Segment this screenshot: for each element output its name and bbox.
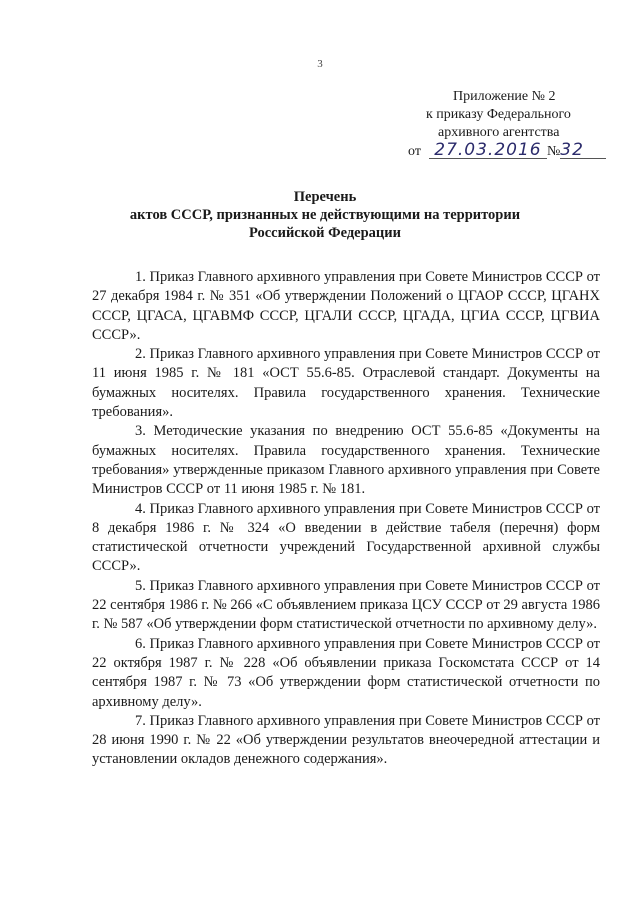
list-item: 7. Приказ Главного архивного управления при Совете Министров СССР от 28 июня 1990 г. № 22 «Об утверждении результатов внеочередной аттестации и установлении окладов денежного содержания».	[92, 712, 600, 768]
list-item: 5. Приказ Главного архивного управления при Совете Министров СССР от 22 сентября 1986 г. № 266 «С объявлением приказа ЦСУ СССР от 29 августа 1986 г. № 587 «Об утверждении форм статистической отчетности по архивному делу».	[92, 577, 600, 633]
appendix-date-line	[408, 142, 608, 161]
list-item: 2. Приказ Главного архивного управления при Совете Министров СССР от 11 июня 1985 г. № 181 «ОСТ 55.6-85. Отраслевой стандарт. Документы на бумажных носителях. Правила государственного хранения. Технические требования».	[92, 346, 600, 421]
appendix-agency: архивного агентства	[438, 125, 560, 140]
title-line-3: Российской Федерации	[248, 225, 401, 241]
appendix-title: Приложение № 2	[453, 89, 556, 104]
list-item: 4. Приказ Главного архивного управления при Совете Министров СССР от 8 декабря 1986 г. № 324 «О введении в действие табеля (перечня) форм статистической отчетности учреждений Государственной архивной службы СССР».	[92, 500, 600, 575]
title-line-1: Перечень	[293, 189, 357, 205]
handwritten-number: 32	[560, 142, 606, 159]
list-item: 1. Приказ Главного архивного управления при Совете Министров СССР от 27 декабря 1984 г. № 351 «Об утверждении Положений о ЦГАОР СССР, ЦГАНХ СССР, ЦГАСА, ЦГАВМФ СССР, ЦГАЛИ СССР, ЦГАДА, ЦГИА СССР, ЦГВИА СССР».	[92, 269, 600, 343]
handwritten-date: 27.03.2016	[429, 142, 547, 159]
appendix-order-ref: к приказу Федерального	[426, 107, 571, 122]
from-prefix: от	[408, 144, 421, 159]
number-prefix: №	[546, 144, 561, 159]
document-title	[100, 188, 550, 242]
title-line-2: актов СССР, признанных не действующими на территории	[129, 207, 521, 223]
list-item: 3. Методические указания по внедрению ОСТ 55.6-85 «Документы на бумажных носителях. Правила государственного хранения. Технические требования» утвержденные приказом Главного архивного управления при Совете Министров СССР от 11 июня 1985 г. № 181.	[92, 423, 600, 498]
list-item: 6. Приказ Главного архивного управления при Совете Министров СССР от 22 октября 1987 г. № 228 «Об объявлении приказа Госкомстата СССР от 14 сентября 1987 г. № 73 «Об утверждении форм статистической отчетности по архивному делу».	[92, 635, 600, 710]
acts-list	[92, 268, 600, 770]
appendix-block	[408, 88, 608, 161]
page-number: 3	[317, 58, 323, 70]
